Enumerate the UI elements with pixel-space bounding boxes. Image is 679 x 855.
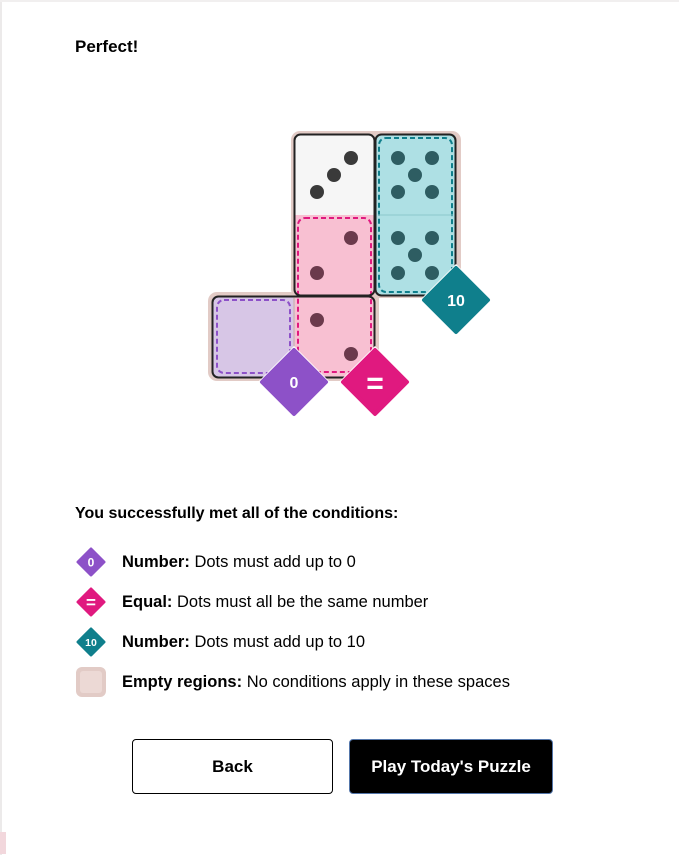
condition-label: Equal: xyxy=(122,592,173,611)
condition-icon-text: 10 xyxy=(85,637,97,649)
condition-description: Dots must all be the same number xyxy=(177,592,429,611)
pip xyxy=(425,266,439,280)
condition-item xyxy=(75,666,635,698)
pip xyxy=(344,347,358,361)
condition-icon-text: = xyxy=(86,593,96,612)
condition-label: Empty regions: xyxy=(122,672,243,691)
pip xyxy=(344,231,358,245)
condition-item xyxy=(75,546,635,578)
condition-icon-text: 0 xyxy=(87,555,95,570)
condition-text xyxy=(122,633,365,652)
condition-label: Number: xyxy=(122,632,190,651)
condition-text xyxy=(122,593,428,612)
pink-diamond-icon xyxy=(75,586,107,618)
condition-item xyxy=(75,626,635,658)
pip xyxy=(391,231,405,245)
pip xyxy=(327,168,341,182)
purple-diamond-icon xyxy=(75,546,107,578)
pip xyxy=(425,231,439,245)
play-todays-puzzle-button[interactable]: Play Today's Puzzle xyxy=(349,739,553,794)
pip xyxy=(310,185,324,199)
conditions-heading: You successfully met all of the conditions: xyxy=(75,505,399,522)
teal-diamond-icon xyxy=(75,626,107,658)
pip xyxy=(310,313,324,327)
condition-description: Dots must add up to 0 xyxy=(194,552,356,571)
pip xyxy=(408,248,422,262)
pip xyxy=(310,266,324,280)
empty-region-icon xyxy=(75,666,107,698)
condition-text xyxy=(122,673,510,692)
sum-zero-badge-value: 0 xyxy=(289,375,299,392)
pip xyxy=(391,151,405,165)
pip xyxy=(391,185,405,199)
condition-label: Number: xyxy=(122,552,190,571)
pip xyxy=(408,168,422,182)
pip xyxy=(425,185,439,199)
condition-item xyxy=(75,586,635,618)
page-frame-mark xyxy=(0,832,6,854)
pip xyxy=(425,151,439,165)
equal-badge-value: = xyxy=(366,367,384,400)
equal-region-cell xyxy=(295,215,374,295)
pip xyxy=(344,151,358,165)
back-button[interactable]: Back xyxy=(132,739,333,794)
condition-description: Dots must add up to 10 xyxy=(194,632,366,651)
condition-text xyxy=(122,553,356,572)
result-title: Perfect! xyxy=(75,37,139,56)
condition-description: No conditions apply in these spaces xyxy=(246,672,510,691)
pip xyxy=(391,266,405,280)
sum-ten-badge-value: 10 xyxy=(447,293,465,310)
